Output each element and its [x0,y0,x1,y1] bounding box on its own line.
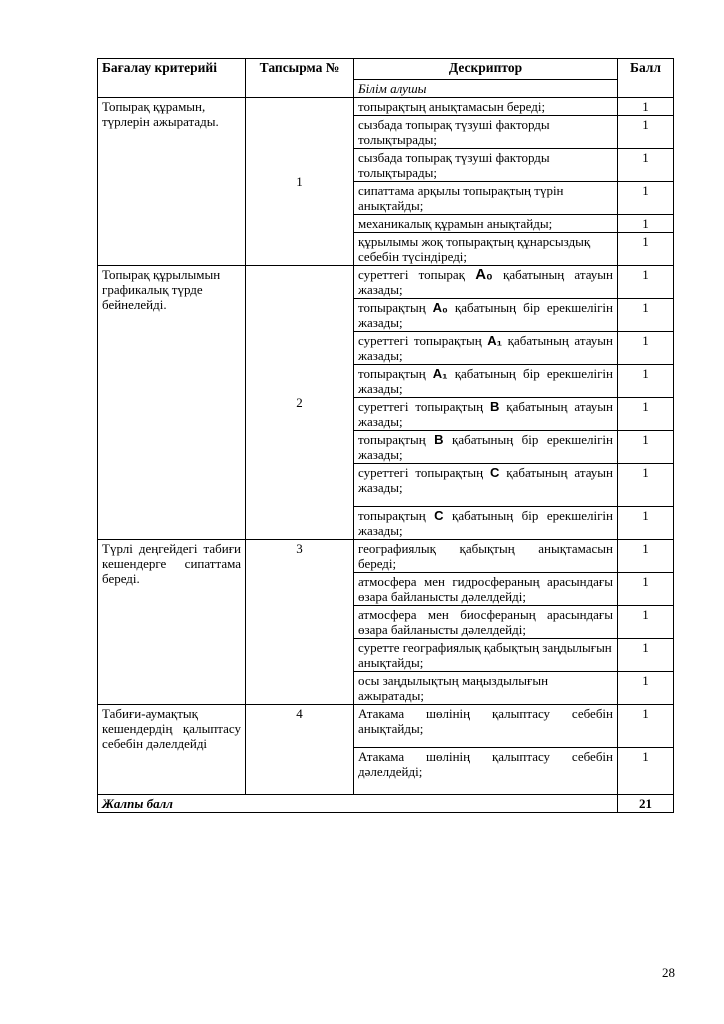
descriptor-cell: топырақтың А₀ қабатының бір ерекшелігін жазады; [354,299,618,332]
descriptor-cell: топырақтың анықтамасын береді; [354,98,618,116]
descriptor-cell: Атакама шөлінің қалыптасу себебін анықтайды; [354,705,618,748]
soil-layer-label: А₀ [432,300,448,315]
score-cell: 1 [618,332,674,365]
descriptor-cell: суреттегі топырақтың В қабатының атауын жазады; [354,398,618,431]
soil-layer-label: С [434,508,444,523]
total-row [98,795,674,813]
table-row [98,705,674,748]
descriptor-cell: суреттегі топырақ А₀ қабатының атауын жазады; [354,266,618,299]
score-header: Балл [618,59,674,98]
descriptor-cell: топырақтың А₁ қабатының бір ерекшелігін жазады; [354,365,618,398]
descriptor-cell: сызбада топырақ түзуші факторды толықтырады; [354,149,618,182]
score-cell: 1 [618,398,674,431]
table-row [98,266,674,299]
descriptor-cell: Атакама шөлінің қалыптасу себебін дәлелдейді; [354,748,618,795]
score-cell: 1 [618,507,674,540]
score-cell: 1 [618,215,674,233]
descriptor-cell: суреттегі топырақтың А₁ қабатының атауын жазады; [354,332,618,365]
score-cell: 1 [618,606,674,639]
score-cell: 1 [618,233,674,266]
soil-layer-label: А₁ [487,333,503,348]
descriptor-cell: сипаттама арқылы топырақтың түрін анықтайды; [354,182,618,215]
descriptor-cell: механикалық құрамын анықтайды; [354,215,618,233]
score-cell: 1 [618,705,674,748]
score-cell: 1 [618,98,674,116]
score-cell: 1 [618,672,674,705]
task-number-cell: 3 [246,540,354,705]
soil-layer-label: А₀ [475,266,493,283]
task-header: Тапсырма № [246,59,354,98]
table-row [98,98,674,116]
score-cell: 1 [618,365,674,398]
descriptor-cell: топырақтың В қабатының бір ерекшелігін жазады; [354,431,618,464]
descriptor-cell: осы заңдылықтың маңыздылығын ажыратады; [354,672,618,705]
score-cell: 1 [618,573,674,606]
total-label: Жалпы балл [98,795,618,813]
score-cell: 1 [618,299,674,332]
descriptor-cell: географиялық қабықтың анықтамасын береді; [354,540,618,573]
score-cell: 1 [618,748,674,795]
task-number-cell: 4 [246,705,354,795]
descriptor-cell: суреттегі топырақтың С қабатының атауын жазады; [354,464,618,507]
soil-layer-label: В [489,399,500,414]
page-number: 28 [662,965,675,980]
criterion-cell: Топырақ құрамын, түрлерін ажыратады. [98,98,246,266]
descriptor-cell: сызбада топырақ түзуші факторды толықтырады; [354,116,618,149]
criterion-cell: Топырақ құрылымын графикалық түрде бейнелейді. [98,266,246,540]
score-cell: 1 [618,266,674,299]
soil-layer-label: А₁ [432,366,448,381]
assessment-rubric-table [97,58,674,813]
total-score: 21 [618,795,674,813]
descriptor-cell: құрылымы жоқ топырақтың құнарсыздық себебін түсіндіреді; [354,233,618,266]
criterion-cell: Табиғи-аумақтық кешендердің қалыптасу себебін дәлелдейді [98,705,246,795]
score-cell: 1 [618,464,674,507]
task-number-cell: 1 [246,98,354,266]
learner-subheader: Білім алушы [354,80,618,98]
criterion-header: Бағалау критерийі [98,59,246,98]
descriptor-header: Дескриптор [354,59,618,80]
descriptor-cell: атмосфера мен биосфераның арасындағы өзара байланысты дәлелдейді; [354,606,618,639]
soil-layer-label: В [434,432,444,447]
criterion-cell: Түрлі деңгейдегі табиғи кешендерге сипаттама береді. [98,540,246,705]
descriptor-cell: топырақтың С қабатының бір ерекшелігін жазады; [354,507,618,540]
task-number-cell: 2 [246,266,354,540]
table-row [98,540,674,573]
score-cell: 1 [618,116,674,149]
score-cell: 1 [618,182,674,215]
descriptor-cell: атмосфера мен гидросфераның арасындағы өзара байланысты дәлелдейді; [354,573,618,606]
score-cell: 1 [618,431,674,464]
soil-layer-label: С [489,465,500,480]
score-cell: 1 [618,639,674,672]
score-cell: 1 [618,540,674,573]
header-row [98,59,674,80]
descriptor-cell: суретте географиялық қабықтың заңдылығын анықтайды; [354,639,618,672]
score-cell: 1 [618,149,674,182]
